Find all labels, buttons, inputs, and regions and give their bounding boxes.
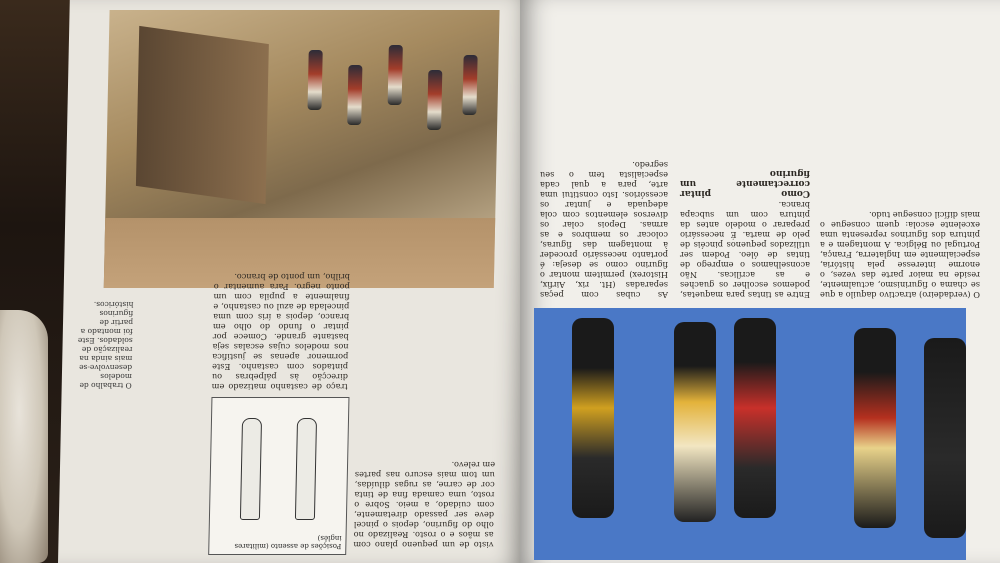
left-page-col-left-text: traço de castanho matizado em direcção às pálpebras ou pintados com castanho. Este pormenor apenas se justifica nos modelos cujas escalas seja bastante grande. Comece por pintar o fundo do olho em branco, depois a íris com uma pincelada de azul ou castanho, e finalmente a pupila com um ponto negro. Para aumentar o brilho, um ponto de branco. (211, 272, 351, 392)
open-book (58, 0, 1000, 563)
soldier-figure (462, 55, 477, 115)
figurine-shape (734, 318, 776, 518)
left-page (58, 0, 532, 563)
figurine-shape (854, 328, 896, 528)
figure-outline (295, 418, 317, 520)
right-page-column-center (680, 8, 810, 300)
left-page-col-right-text: visto de um pequeno plano com as mãos e o rosto. Realizado no olho do figurino, depois o pincel deve ser passado diretamente, com cuidado, a meio. Sobre o rosto, uma camada fina de tinta cor de carne, as rugas diluídas, um tom mais escuro nas partes em relevo. (353, 460, 496, 550)
soldier-figure (347, 65, 362, 125)
soldier-figure (388, 45, 403, 105)
diorama-photo (104, 10, 500, 288)
soldier-figure (307, 50, 322, 110)
diagram-caption: Posições de assento (militares inglês) (234, 534, 342, 550)
figure-outline (240, 418, 262, 520)
left-page-column-middle (211, 272, 351, 392)
seating-diagram (208, 397, 349, 555)
right-page-col-left-text: As cubas com peças separadas (Ht. rix, Airfix, Historex) permitem montar o figurino como se deseja: é portanto necessário proceder à montagem das figuras, colocar os membros e as armas. Depois colar os diversos elementos com cola adequada e juntar os acessórios. Isto constitui uma arte, para a qual cada especialista tem o seu segredo. (540, 160, 668, 300)
porcelain-figurine (0, 310, 48, 563)
section-heading: Como pintar correctamente um figurino (680, 168, 810, 198)
right-page (520, 0, 1000, 563)
figurines-photo (534, 308, 966, 560)
figurine-shape (924, 338, 966, 538)
soldier-figure (427, 70, 442, 130)
left-page-column-right (353, 300, 498, 550)
figurine-shape (572, 318, 614, 518)
right-page-col-right-text: O (verdadeiro) atractivo daquilo a que se chama o figurinismo, actualmente, reside na maior parte das vezes, o enorme interesse pela história, especialmente em Inglaterra, França, Portugal ou Bélgica. A montagem e a pintura dos figurinos representa uma excelente escola: quem consegue o mais difícil consegue tudo. (820, 210, 980, 300)
right-page-col-center-text: Entre as tintas para maquetas, podemos escolher os guaches e as acrílicas. Não aconselhamos o emprego de tintas de óleo. Podem ser utilizados pequenos pincéis de pelo de marta. É necessário preparar o modelo antes da pintura com um subcapa branca. (680, 200, 810, 300)
sidebar-caption: O trabalho de modelos desenvolve-se mais ainda na realização de soldados. Este foi montado a partir de figurinos históricos. (77, 300, 134, 390)
hut-shape (136, 26, 269, 204)
right-page-column-left (540, 8, 668, 300)
right-page-column-right (820, 8, 980, 300)
figurine-shape (674, 322, 716, 522)
